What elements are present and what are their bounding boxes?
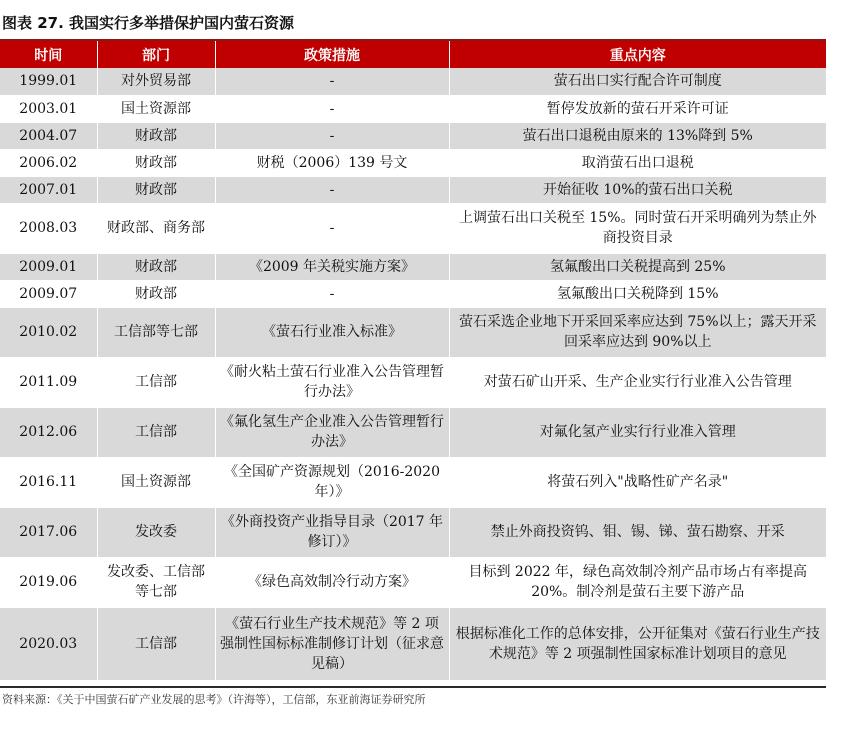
cell-department: 工信部 <box>97 407 215 457</box>
header-policy: 政策措施 <box>215 41 449 68</box>
cell-department: 工信部 <box>97 607 215 680</box>
cell-department: 发改委 <box>97 507 215 557</box>
cell-content: 目标到 2022 年，绿色高效制冷剂产品市场占有率提高 20%。制冷剂是萤石主要下游产品 <box>449 557 826 607</box>
table-header-row <box>0 41 826 68</box>
cell-time: 2004.07 <box>0 122 97 149</box>
cell-content: 萤石出口退税由原来的 13%降到 5% <box>449 122 826 149</box>
cell-department: 国土资源部 <box>97 95 215 122</box>
cell-department: 工信部 <box>97 357 215 407</box>
cell-policy: 财税（2006）139 号文 <box>215 149 449 176</box>
cell-time: 1999.01 <box>0 68 97 95</box>
cell-time: 2009.07 <box>0 280 97 307</box>
cell-content: 取消萤石出口退税 <box>449 149 826 176</box>
table-row <box>0 557 826 607</box>
cell-policy: - <box>215 68 449 95</box>
cell-policy: - <box>215 280 449 307</box>
cell-policy: 《萤石行业生产技术规范》等 2 项强制性国标标准制修订计划（征求意见稿） <box>215 607 449 680</box>
cell-time: 2006.02 <box>0 149 97 176</box>
cell-time: 2017.06 <box>0 507 97 557</box>
figure-caption: 图表 27. 我国实行多举措保护国内萤石资源 <box>2 14 295 32</box>
cell-department: 财政部 <box>97 122 215 149</box>
table-row <box>0 68 826 95</box>
cell-content: 暂停发放新的萤石开采许可证 <box>449 95 826 122</box>
cell-time: 2003.01 <box>0 95 97 122</box>
cell-department: 发改委、工信部等七部 <box>97 557 215 607</box>
cell-content: 氢氟酸出口关税提高到 25% <box>449 253 826 280</box>
header-time: 时间 <box>0 41 97 68</box>
cell-time: 2010.02 <box>0 307 97 357</box>
table-row <box>0 407 826 457</box>
header-department: 部门 <box>97 41 215 68</box>
cell-content: 萤石出口实行配合许可制度 <box>449 68 826 95</box>
bottom-rule <box>0 686 826 688</box>
cell-department: 财政部、商务部 <box>97 203 215 253</box>
cell-time: 2011.09 <box>0 357 97 407</box>
table-row <box>0 149 826 176</box>
cell-time: 2020.03 <box>0 607 97 680</box>
cell-content: 对氟化氢产业实行行业准入管理 <box>449 407 826 457</box>
cell-content: 萤石采选企业地下开采回采率应达到 75%以上；露天开采回采率应达到 90%以上 <box>449 307 826 357</box>
cell-department: 对外贸易部 <box>97 68 215 95</box>
table-row <box>0 122 826 149</box>
cell-department: 财政部 <box>97 280 215 307</box>
table-row <box>0 507 826 557</box>
cell-policy: - <box>215 176 449 203</box>
cell-policy: 《耐火粘土萤石行业准入公告管理暂行办法》 <box>215 357 449 407</box>
cell-content: 将萤石列入"战略性矿产名录" <box>449 457 826 507</box>
cell-policy: - <box>215 203 449 253</box>
cell-policy: 《萤石行业准入标准》 <box>215 307 449 357</box>
cell-time: 2009.01 <box>0 253 97 280</box>
table-row <box>0 457 826 507</box>
cell-content: 上调萤石出口关税至 15%。同时萤石开采明确列为禁止外商投资目录 <box>449 203 826 253</box>
policy-table <box>0 41 826 681</box>
cell-policy: 《全国矿产资源规划（2016-2020 年）》 <box>215 457 449 507</box>
cell-content: 对萤石矿山开采、生产企业实行行业准入公告管理 <box>449 357 826 407</box>
cell-time: 2007.01 <box>0 176 97 203</box>
table-row <box>0 280 826 307</box>
table-row <box>0 307 826 357</box>
cell-content: 根据标准化工作的总体安排，公开征集对《萤石行业生产技术规范》等 2 项强制性国家标准计划项目的意见 <box>449 607 826 680</box>
source-note: 资料来源：《关于中国萤石矿产业发展的思考》（许海等），工信部，东亚前海证券研究所 <box>2 693 426 706</box>
cell-policy: 《绿色高效制冷行动方案》 <box>215 557 449 607</box>
cell-department: 财政部 <box>97 253 215 280</box>
table-row <box>0 176 826 203</box>
cell-content: 氢氟酸出口关税降到 15% <box>449 280 826 307</box>
header-key-content: 重点内容 <box>449 41 826 68</box>
cell-content: 禁止外商投资钨、钼、锡、锑、萤石勘察、开采 <box>449 507 826 557</box>
cell-policy: - <box>215 95 449 122</box>
cell-department: 财政部 <box>97 149 215 176</box>
cell-policy: 《2009 年关税实施方案》 <box>215 253 449 280</box>
cell-policy: 《外商投资产业指导目录（2017 年修订）》 <box>215 507 449 557</box>
cell-time: 2019.06 <box>0 557 97 607</box>
cell-time: 2008.03 <box>0 203 97 253</box>
cell-time: 2016.11 <box>0 457 97 507</box>
cell-department: 国土资源部 <box>97 457 215 507</box>
table-row <box>0 95 826 122</box>
cell-content: 开始征收 10%的萤石出口关税 <box>449 176 826 203</box>
table-row <box>0 253 826 280</box>
cell-policy: - <box>215 122 449 149</box>
table-row <box>0 357 826 407</box>
cell-policy: 《氟化氢生产企业准入公告管理暂行办法》 <box>215 407 449 457</box>
cell-department: 财政部 <box>97 176 215 203</box>
cell-time: 2012.06 <box>0 407 97 457</box>
table-row <box>0 203 826 253</box>
cell-department: 工信部等七部 <box>97 307 215 357</box>
table-row <box>0 607 826 680</box>
